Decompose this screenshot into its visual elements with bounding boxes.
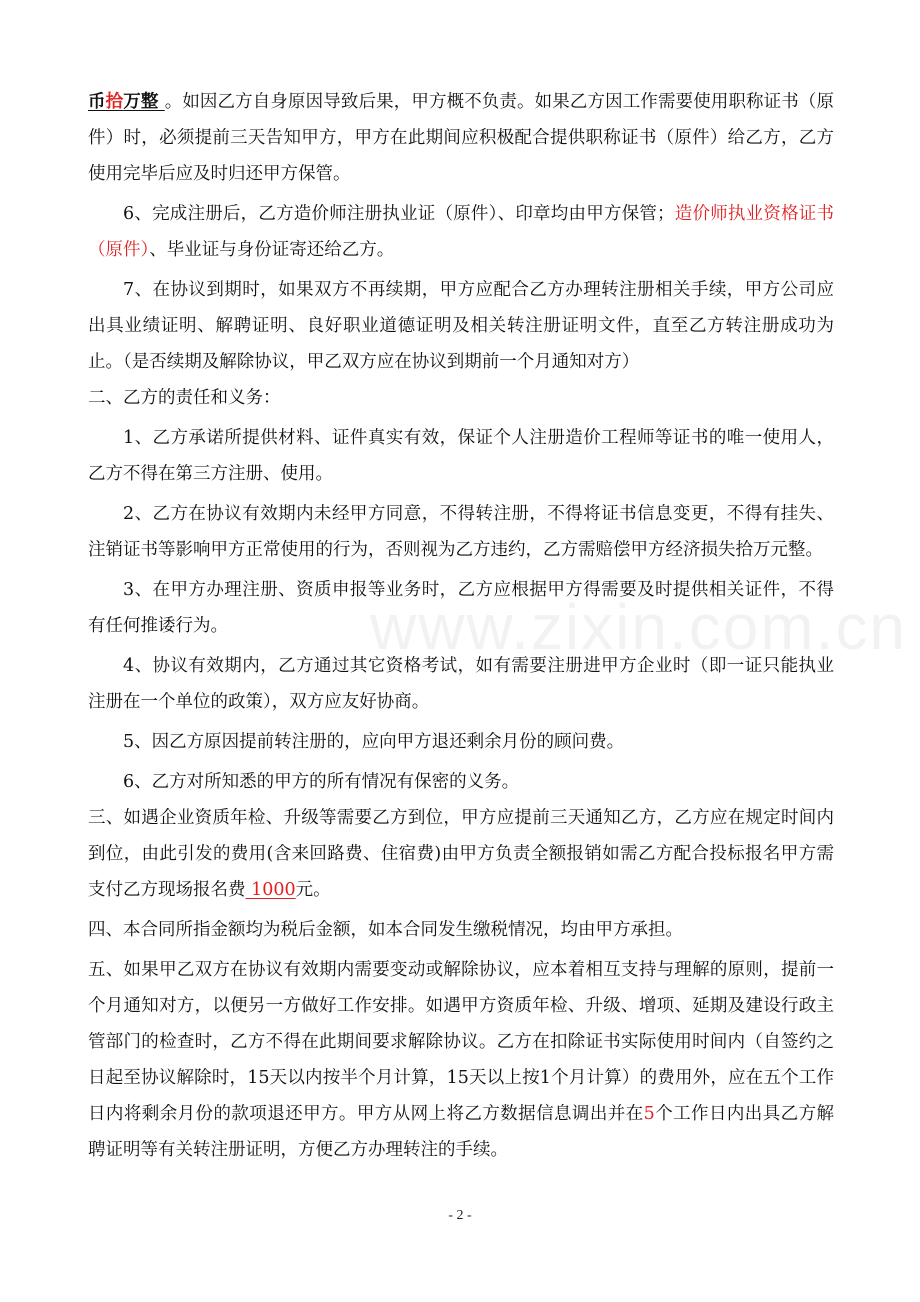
section-5: 五、如果甲乙双方在协议有效期内需要变动或解除协议，应本着相互支持与理解的原则，提前一个月通知对方，以便另一方做好工作安排。如遇甲方资质年检、升级、增项、延期及建设行政主管部门的检查时，乙方不得在此期间要求解除协议。乙方在扣除证书实际使用时间内（自签约之日起至协议解除时，15天以内按半个月计算，15天以上按1个月计算）的费用外，应在五个工作日内将剩余月份的款项退还甲方。甲方从网上将乙方数据信息调出并在5个工作日内出具乙方解聘证明等有关转注册证明，方便乙方办理转注的手续。 <box>88 960 834 1160</box>
highlighted-certificate: 造价师执业资格证书（原件） <box>88 204 834 260</box>
section-2-heading: 二、乙方的责任和义务： <box>88 388 281 408</box>
section-2-item-6: 6、乙方对所知悉的甲方的所有情况有保密的义务。 <box>123 772 520 792</box>
document-body <box>88 84 834 1168</box>
section-2-item-4: 4、协议有效期内，乙方通过其它资格考试，如有需要注册进甲方企业时（即一证只能执业注册在一个单位的政策），双方应友好协商。 <box>88 656 834 712</box>
section-2-item-2: 2、乙方在协议有效期内未经甲方同意，不得转注册，不得将证书信息变更，不得有挂失、注销证书等影响甲方正常使用的行为，否则视为乙方违约，乙方需赔偿甲方经济损失拾万元整。 <box>88 504 834 560</box>
paragraph-continuation: 币拾万整 。如因乙方自身原因导致后果，甲方概不负责。如果乙方因工作需要使用职称证书（原件）时，必须提前三天告知甲方，甲方在此期间应积极配合提供职称证书（原件）给乙方，乙方使用完毕后应及时归还甲方保管。 <box>88 92 835 184</box>
section-2-item-3: 3、在甲方办理注册、资质申报等业务时，乙方应根据甲方得需要及时提供相关证件，不得有任何推诿行为。 <box>88 580 834 636</box>
amount-underlined: 币拾万整 <box>88 92 159 112</box>
section-2-item-5: 5、因乙方原因提前转注册的，应向甲方退还剩余月份的顾问费。 <box>123 732 625 752</box>
watermark: www.zixin.com.cn <box>370 591 907 663</box>
section-3: 三、如遇企业资质年检、升级等需要乙方到位，甲方应提前三天通知乙方，乙方应在规定时间内到位，由此引发的费用(含来回路费、住宿费)由甲方负责全额报销如需乙方配合投标报名甲方需支付乙方现场报名费 1000元。 <box>88 808 834 900</box>
clause-7: 7、在协议到期时，如果双方不再续期，甲方应配合乙方办理转注册相关手续，甲方公司应出具业绩证明、解聘证明、良好职业道德证明及相关转注册证明文件，直至乙方转注册成功为止。（是否续期及解除协议，甲乙双方应在协议到期前一个月通知对方） <box>88 280 834 372</box>
working-days-number: 5 <box>643 1104 655 1124</box>
clause-6: 6、完成注册后，乙方造价师注册执业证（原件）、印章均由甲方保管；造价师执业资格证书（原件）、毕业证与身份证寄还给乙方。 <box>88 204 834 260</box>
section-4: 四、本合同所指金额均为税后金额，如本合同发生缴税情况，均由甲方承担。 <box>88 920 683 940</box>
registration-fee: 1000 <box>251 880 296 900</box>
page-number: - 2 - <box>448 1208 472 1223</box>
section-2-item-1: 1、乙方承诺所提供材料、证件真实有效，保证个人注册造价工程师等证书的唯一使用人，乙方不得在第三方注册、使用。 <box>88 428 834 484</box>
